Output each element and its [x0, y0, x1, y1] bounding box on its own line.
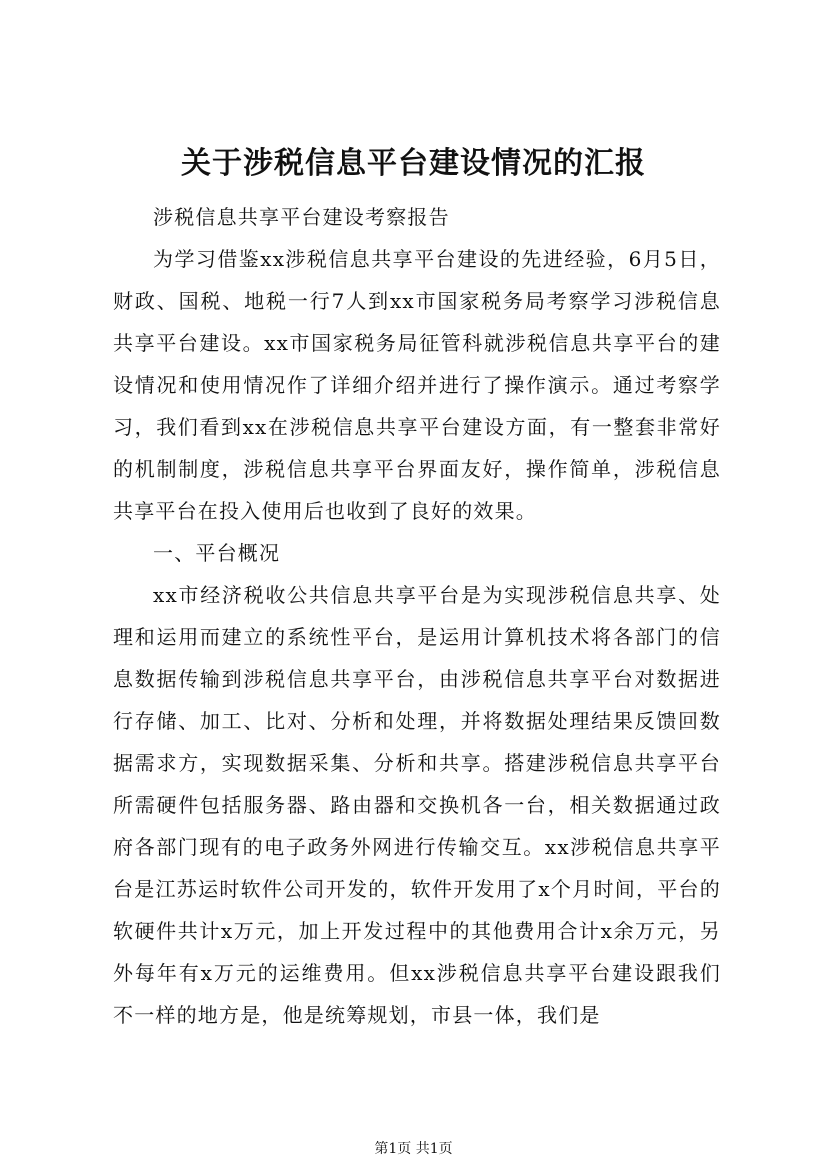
intro-paragraph: 为学习借鉴xx涉税信息共享平台建设的先进经验，6月5日，财政、国税、地税一行7人到xx市国家税务局考察学习涉税信息共享平台建设。xx市国家税务局征管科就涉税信息共享平台的建设情况和使用情况作了详细介绍并进行了操作演示。通过考察学习，我们看到xx在涉税信息共享平台建设方面，有一整套非常好的机制制度，涉税信息共享平台界面友好，操作简单，涉税信息共享平台在投入使用后也收到了良好的效果。: [113, 247, 721, 523]
section-heading-paragraph: 一、平台概况: [153, 541, 281, 565]
report-subtitle-paragraph: 涉税信息共享平台建设考察报告: [153, 205, 450, 229]
document-title: 关于涉税信息平台建设情况的汇报: [181, 146, 646, 181]
document-body: [113, 196, 721, 1036]
page-footer: 第1页 共1页: [374, 1141, 453, 1157]
overview-paragraph: xx市经济税收公共信息共享平台是为实现涉税信息共享、处理和运用而建立的系统性平台，是运用计算机技术将各部门的信息数据传输到涉税信息共享平台，由涉税信息共享平台对数据进行存储、加工、比对、分析和处理，并将数据处理结果反馈回数据需求方，实现数据采集、分析和共享。搭建涉税信息共享平台所需硬件包括服务器、路由器和交换机各一台，相关数据通过政府各部门现有的电子政务外网进行传输交互。xx涉税信息共享平台是江苏运时软件公司开发的，软件开发用了x个月时间，平台的软硬件共计x万元，加上开发过程中的其他费用合计x余万元，另外每年有x万元的运维费用。但xx涉税信息共享平台建设跟我们不一样的地方是，他是统筹规划，市县一体，我们是: [113, 583, 721, 1027]
